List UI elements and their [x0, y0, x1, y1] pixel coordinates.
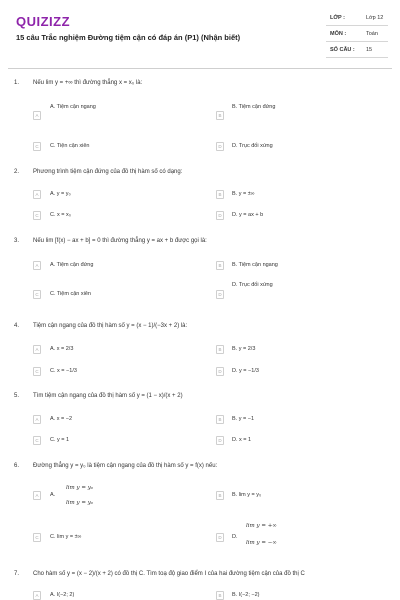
option-b[interactable]: B. I(−2; −2): [232, 592, 260, 598]
option-box-d[interactable]: D: [216, 290, 224, 299]
option-c[interactable]: C. Tiệm cận xiên: [50, 291, 91, 297]
option-box-c[interactable]: C: [33, 533, 41, 542]
option-box-d[interactable]: D: [216, 142, 224, 151]
option-box-b[interactable]: B: [216, 345, 224, 354]
option-box-a[interactable]: A: [33, 415, 41, 424]
option-box-b[interactable]: B: [216, 190, 224, 199]
question-number: 3.: [14, 238, 20, 244]
option-box-a[interactable]: A: [33, 591, 41, 600]
meta-label: LỚP :: [330, 15, 345, 21]
option-box-a[interactable]: A: [33, 261, 41, 270]
option-box-a[interactable]: A: [33, 345, 41, 354]
option-c[interactable]: C. lim y = ±∞: [50, 534, 82, 540]
header: [0, 0, 400, 66]
option-a[interactable]: A. I(−2; 2): [50, 592, 75, 598]
option-box-d[interactable]: D: [216, 436, 224, 445]
option-a[interactable]: A.: [50, 492, 56, 498]
option-box-c[interactable]: C: [33, 211, 41, 220]
option-d[interactable]: D.: [232, 534, 238, 540]
option-box-b[interactable]: B: [216, 261, 224, 270]
option-box-a[interactable]: A: [33, 111, 41, 120]
question-text: Cho hàm số y = (x − 2)/(x + 2) có đồ thị C. Tìm toạ độ giao điểm I của hai đường tiệm cận của đồ thị C: [33, 571, 305, 577]
option-a[interactable]: A. Tiệm cận ngang: [50, 104, 96, 110]
question-number: 6.: [14, 463, 20, 469]
question-text: Tiệm cận ngang của đồ thị hàm số y = (x − 1)/(−3x + 2) là:: [33, 323, 188, 329]
option-c[interactable]: C. y = 1: [50, 437, 70, 443]
option-box-b[interactable]: B: [216, 415, 224, 424]
option-box-b[interactable]: B: [216, 111, 224, 120]
option-b[interactable]: B. y = −1: [232, 416, 255, 422]
option-box-a[interactable]: A: [33, 491, 41, 500]
meta-label: MÔN :: [330, 31, 347, 37]
option-c[interactable]: C. x = −1/3: [50, 368, 77, 374]
option-box-a[interactable]: A: [33, 190, 41, 199]
question-number: 7.: [14, 571, 20, 577]
meta-label: SỐ CÂU :: [330, 47, 355, 53]
meta-row-count: [326, 44, 388, 58]
option-a[interactable]: A. x = 2/3: [50, 346, 74, 352]
option-c[interactable]: C. x = x₀: [50, 212, 72, 218]
meta-row-grade: [326, 12, 388, 26]
option-box-d[interactable]: D: [216, 367, 224, 376]
option-a-line-2: lim y = y₀: [66, 500, 94, 506]
question-number: 5.: [14, 393, 20, 399]
question-text: Nếu lim y = +∞ thì đường thẳng x = x₀ là:: [33, 80, 143, 86]
option-box-c[interactable]: C: [33, 290, 41, 299]
question-text: Nếu lim [f(x) − ax + b] = 0 thì đường thẳng y = ax + b được gọi là:: [33, 238, 207, 244]
question-number: 2.: [14, 169, 20, 175]
option-b[interactable]: B. lim y = y₀: [232, 492, 262, 498]
option-a-line-1: lim y = y₀: [66, 485, 94, 491]
option-d[interactable]: D. Trục đối xứng: [232, 282, 273, 288]
page-title: 15 câu Trắc nghiệm Đường tiệm cận có đáp án (P1) (Nhận biết): [16, 33, 241, 42]
question-text: Tìm tiệm cận ngang của đồ thị hàm số y = (1 − x)/(x + 2): [33, 393, 183, 399]
option-box-c[interactable]: C: [33, 367, 41, 376]
option-box-d[interactable]: D: [216, 533, 224, 542]
meta-value: 15: [366, 47, 373, 53]
option-b[interactable]: B. Tiệm cận ngang: [232, 262, 278, 268]
meta-value: Toán: [366, 31, 378, 37]
option-b[interactable]: B. y = ±∞: [232, 191, 255, 197]
option-d[interactable]: D. y = ax + b: [232, 212, 264, 218]
meta-row-subject: [326, 28, 388, 42]
option-d-line-1: lim y = +∞: [246, 523, 277, 529]
option-d[interactable]: D. Trục đối xứng: [232, 143, 273, 149]
option-d[interactable]: D. x = 1: [232, 437, 252, 443]
option-box-c[interactable]: C: [33, 142, 41, 151]
option-b[interactable]: B. Tiệm cận đứng: [232, 104, 276, 110]
option-box-b[interactable]: B: [216, 491, 224, 500]
option-box-d[interactable]: D: [216, 211, 224, 220]
option-d[interactable]: D. y = −1/3: [232, 368, 259, 374]
question-text: Phương trình tiệm cận đứng của đồ thị hàm số có dạng:: [33, 169, 183, 175]
option-box-b[interactable]: B: [216, 591, 224, 600]
quizizz-logo: QUIZIZZ: [16, 14, 71, 29]
option-a[interactable]: A. Tiệm cận đứng: [50, 262, 94, 268]
question-number: 1.: [14, 80, 20, 86]
option-c[interactable]: C. Tiện cận xiên: [50, 143, 90, 149]
option-a[interactable]: A. y = y₀: [50, 191, 71, 197]
header-divider: [8, 68, 392, 69]
option-b[interactable]: B. y = 2/3: [232, 346, 256, 352]
option-d-line-2: lim y = −∞: [246, 540, 277, 546]
question-number: 4.: [14, 323, 20, 329]
meta-value: Lớp 12: [366, 15, 384, 21]
option-a[interactable]: A. x = −2: [50, 416, 73, 422]
option-box-c[interactable]: C: [33, 436, 41, 445]
question-text: Đường thẳng y = y₀ là tiệm cận ngang của đồ thị hàm số y = f(x) nếu:: [33, 463, 218, 469]
